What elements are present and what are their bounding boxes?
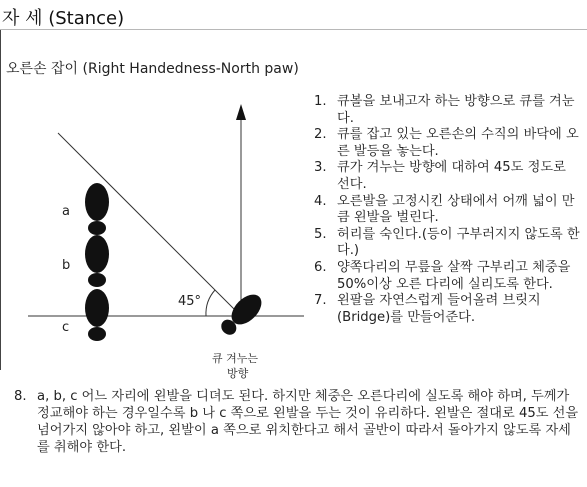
- aim-caption-line1: 큐 겨누는: [212, 352, 259, 365]
- footnote-item-8: 8. a, b, c 어느 자리에 왼발을 디뎌도 된다. 하지만 체중은 오른다리에 실도록 해야 하며, 두께가 정교해야 하는 경우일수록 b 나 c 쪽으로 왼발을 두는 것이 유리하다. 왼발은 절대로 45도 선을 넘어가지 않아야 하고, 왼발이 a 쪽으로 위치한다고 해서 골반이 따라서 돌아가지 않도록 자세를 취해야 한다.: [14, 389, 579, 455]
- footprint-b: [85, 235, 109, 287]
- label-c: c: [62, 320, 70, 335]
- title-bar: [0, 0, 587, 30]
- aim-caption-line2: 방향: [227, 367, 249, 380]
- diagonal-45-line: [58, 133, 241, 316]
- footnote-text: a, b, c 어느 자리에 왼발을 디뎌도 된다. 하지만 체중은 오른다리에 실도록 해야 하며, 두께가 정교해야 하는 경우일수록 b 나 c 쪽으로 왼발을 두는 것이 유리하다. 왼발은 절대로 45도 선을 넘어가지 않아야 하고, 왼발이 a 쪽으로 위치한다고 해서 골반이 따라서 돌아가지 않도록 자세를 취해야 한다.: [37, 389, 579, 455]
- stance-diagram: [0, 90, 310, 380]
- step-item: 3. 큐가 겨누는 방향에 대하여 45도 정도로 선다.: [314, 160, 566, 192]
- footprint-c: [85, 289, 109, 341]
- page-title: 자 세 (Stance): [2, 8, 125, 29]
- angle-arc: [206, 290, 215, 316]
- step-item: 6. 양쪽다리의 무릎을 살짝 구부리고 체중을 50%이상 오른 다리에 실리도록 한다.: [314, 259, 571, 292]
- angle-label: 45°: [178, 294, 202, 309]
- footprint-a: [85, 183, 109, 235]
- section-subtitle: 오른손 잡이 (Right Handedness-North paw): [6, 61, 299, 77]
- step-item: 2. 큐를 잡고 있는 오른손의 수직의 바닥에 오른 발등을 놓는다.: [314, 127, 579, 159]
- label-a: a: [62, 204, 70, 219]
- step-item: 4. 오른발을 고정시킨 상태에서 어깨 넓이 만큼 왼발을 벌린다.: [314, 193, 575, 226]
- step-item: 5. 허리를 숙인다.(등이 구부러지지 않도록 한다.): [314, 226, 580, 259]
- stance-steps-list: [314, 94, 582, 326]
- right-footprint: [216, 289, 267, 340]
- step-item: 1. 큐볼을 보내고자 하는 방향으로 큐를 겨눈다.: [314, 94, 575, 126]
- label-b: b: [62, 258, 71, 273]
- aim-arrow-head: [236, 104, 246, 120]
- step-item: 7. 왼팔을 자연스럽게 들어올려 브릿지(Bridge)를 만들어준다.: [314, 293, 541, 325]
